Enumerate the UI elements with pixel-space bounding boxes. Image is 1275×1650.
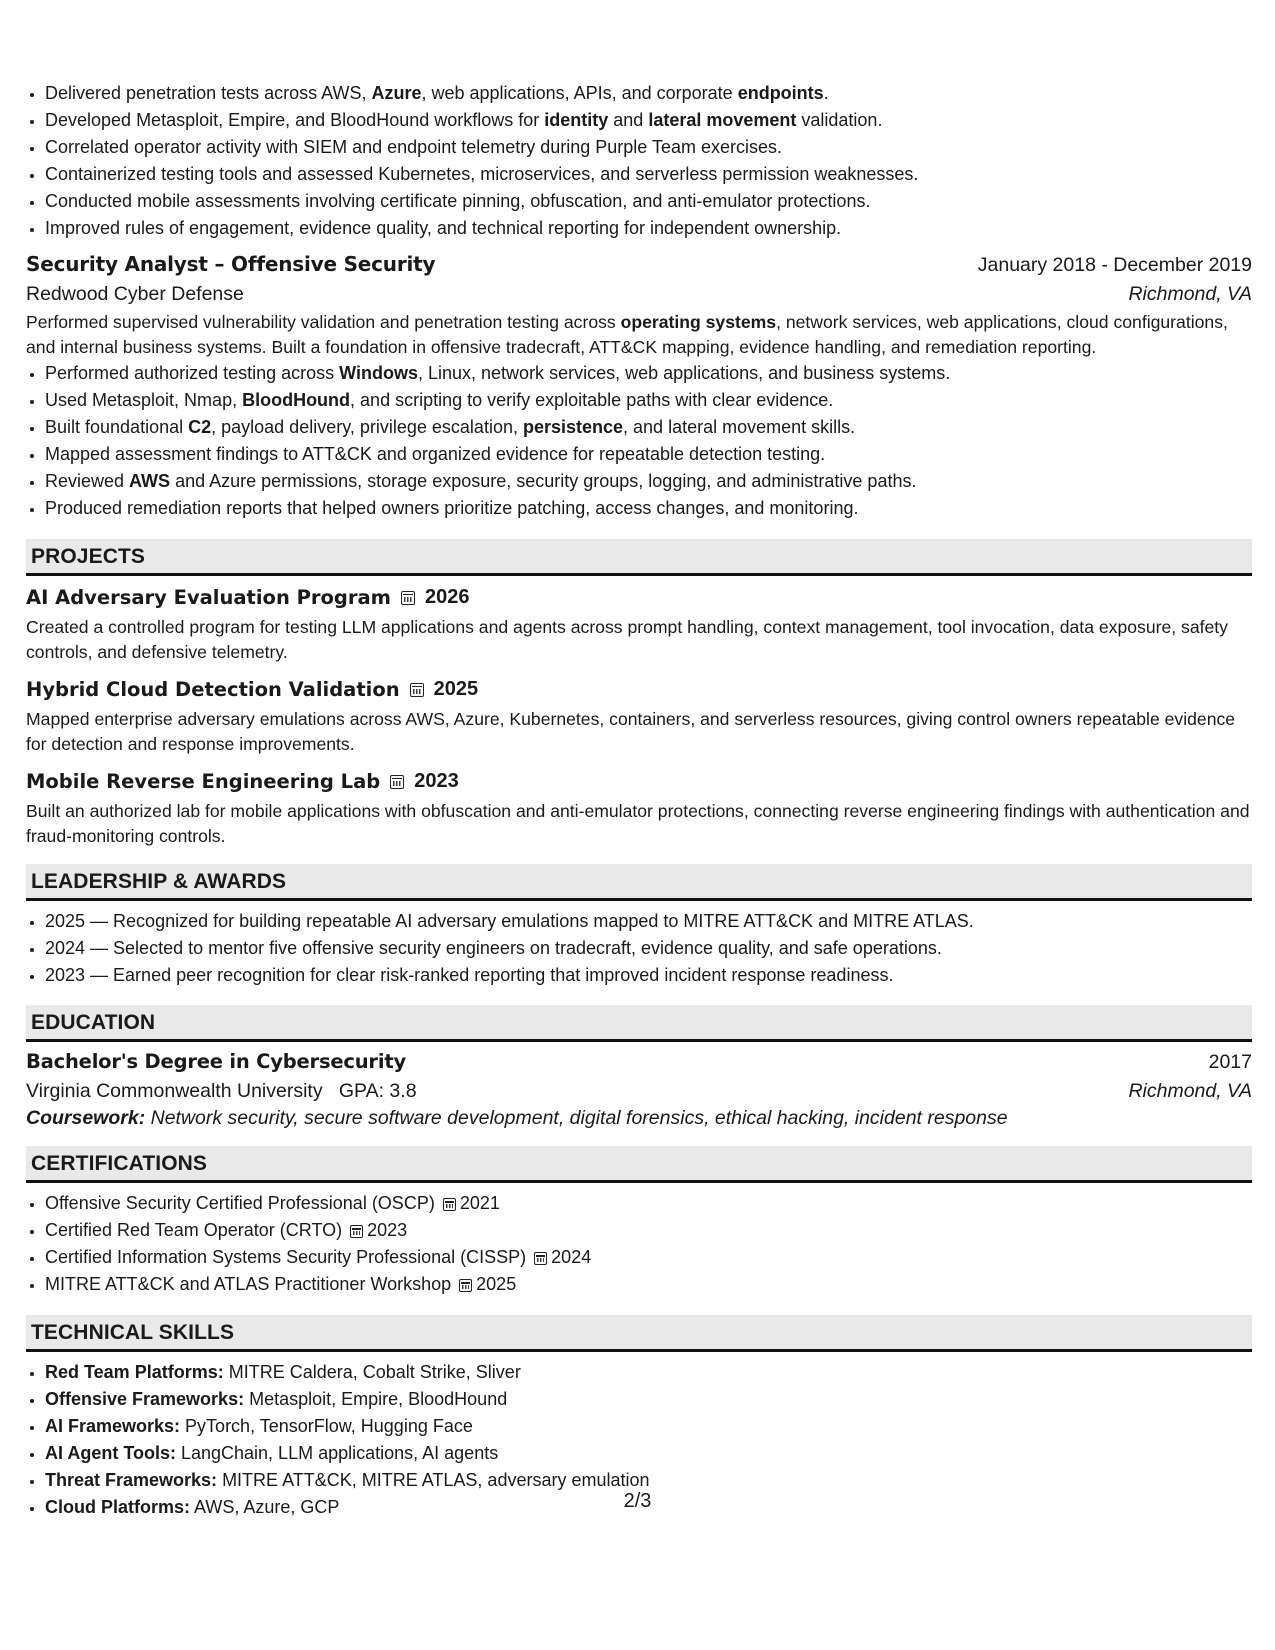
coursework-label: Coursework: [26,1107,146,1129]
certification-item [45,1244,1252,1271]
project-title [26,586,1252,609]
bold-text: identity [544,110,609,130]
certification-name: Certified Information Systems Security Professional (CISSP) [45,1247,527,1267]
bold-text: AWS [129,471,171,491]
project-name: Hybrid Cloud Detection Validation [26,678,400,701]
list-item [45,80,1252,107]
project-entry [26,770,1252,848]
skill-label: Threat Frameworks: [45,1470,218,1490]
skill-value: MITRE ATT&CK, MITRE ATLAS, adversary emulation [217,1470,650,1490]
skill-value: Metasploit, Empire, BloodHound [244,1389,508,1409]
degree: Bachelor's Degree in Cybersecurity [26,1050,406,1073]
skills-heading: TECHNICAL SKILLS [26,1315,1252,1352]
job-summary [26,310,1252,359]
text: , payload delivery, privilege escalation, [211,417,523,437]
list-item [45,215,1252,242]
school-name: Virginia Commonwealth University [26,1080,323,1102]
list-item [45,414,1252,441]
text: Performed authorized testing across [45,363,340,383]
text: Containerized testing tools and assessed Kubernetes, microservices, and serverless permission weaknesses. [45,164,919,184]
text: Mapped assessment findings to ATT&CK and organized evidence for repeatable detection testing. [45,444,826,464]
calendar-icon [459,1279,472,1292]
graduation-year: 2017 [1208,1051,1252,1073]
education-entry [26,1050,1252,1130]
certification-name: MITRE ATT&CK and ATLAS Practitioner Workshop [45,1274,452,1294]
calendar-icon [401,591,415,605]
text: Produced remediation reports that helped owners prioritize patching, access changes, and monitoring. [45,498,859,518]
calendar-icon [534,1252,547,1265]
list-item: • 2024 — Selected to mentor five offensive security engineers on tradecraft, evidence quality, and safe operations. [45,935,1252,962]
company-name: Redwood Cyber Defense [26,283,244,305]
text: Reviewed [45,471,130,491]
skill-value: MITRE Caldera, Cobalt Strike, Sliver [223,1362,521,1382]
calendar-icon [390,775,404,789]
text: validation. [796,110,883,130]
project-entry [26,678,1252,756]
project-description: Built an authorized lab for mobile applications with obfuscation and anti-emulator protections, connecting reverse engineering findings with authentication and fraud-monitoring controls. [26,801,1250,846]
skill-label: AI Agent Tools: [45,1443,176,1463]
text: and [608,110,649,130]
coursework-list: Network security, secure software development, digital forensics, ethical hacking, incident response [145,1107,1008,1129]
text: . [823,83,829,103]
skill-label: Offensive Frameworks: [45,1389,245,1409]
calendar-icon [443,1198,456,1211]
bold-text: C2 [188,417,212,437]
project-title [26,770,1252,793]
project-description: Created a controlled program for testing LLM applications and agents across prompt handling, context management, tool invocation, data exposure, safety controls, and defensive telemetry. [26,617,1228,662]
job-title: Security Analyst – Offensive Security [26,252,436,276]
job-bullets [26,360,1252,522]
job-location: Richmond, VA [1128,283,1252,305]
project-name: AI Adversary Evaluation Program [26,586,391,609]
certification-item [45,1217,1252,1244]
leadership-heading: LEADERSHIP & AWARDS [26,864,1252,901]
text: , network services, web applications, cloud configurations, and internal business systems. Built a foundation in offensive tradecraft, ATT&CK mapping, evidence handling, and remediation reporting. [26,312,1228,357]
text: Delivered penetration tests across AWS, [45,83,372,103]
certification-year: 2023 [367,1220,408,1240]
list-item [45,387,1252,414]
projects-heading: PROJECTS [26,539,1252,576]
gpa: GPA: 3.8 [338,1080,417,1102]
bold-text: Windows [339,363,418,383]
text: , and lateral movement skills. [623,417,856,437]
skill-item [45,1359,1252,1386]
certification-year: 2025 [476,1274,517,1294]
project-year: 2025 [433,678,479,700]
list-item [45,495,1252,522]
previous-job-bullets [26,80,1252,242]
text: Used Metasploit, Nmap, [45,390,243,410]
text: Correlated operator activity with SIEM and endpoint telemetry during Purple Team exercises. [45,137,783,157]
certification-item [45,1190,1252,1217]
list-item [45,188,1252,215]
project-year: 2026 [424,586,470,608]
list-item [45,134,1252,161]
certifications-heading: CERTIFICATIONS [26,1146,1252,1183]
certification-year: 2024 [551,1247,592,1267]
list-item [45,468,1252,495]
job-dates: January 2018 - December 2019 [977,254,1252,276]
certification-year: 2021 [459,1193,500,1213]
text: and Azure permissions, storage exposure, security groups, logging, and administrative paths. [170,471,917,491]
text: Built foundational [45,417,189,437]
text: Performed supervised vulnerability validation and penetration testing across [26,312,621,332]
list-item [45,441,1252,468]
calendar-icon [350,1225,363,1238]
certifications-list [26,1190,1252,1298]
list-item [45,360,1252,387]
list-item: • 2023 — Earned peer recognition for clear risk-ranked reporting that improved incident response readiness. [45,962,1252,989]
bold-text: operating systems [620,312,777,332]
project-year: 2023 [414,770,459,792]
text: , and scripting to verify exploitable paths with clear evidence. [350,390,834,410]
certification-name: Certified Red Team Operator (CRTO) [45,1220,343,1240]
text: Conducted mobile assessments involving certificate pinning, obfuscation, and anti-emulator protections. [45,191,871,211]
page-number: 2/3 [623,1490,652,1512]
certification-item [45,1271,1252,1298]
projects-list [26,586,1252,848]
list-item: • 2025 — Recognized for building repeatable AI adversary emulations mapped to MITRE ATT&CK and MITRE ATLAS. [45,908,1252,935]
project-title [26,678,1252,701]
text: Developed Metasploit, Empire, and BloodHound workflows for [45,110,545,130]
text: , web applications, APIs, and corporate [421,83,738,103]
education-heading: EDUCATION [26,1005,1252,1042]
bold-text: Azure [371,83,422,103]
coursework [26,1107,1252,1130]
list-item [45,161,1252,188]
school-location: Richmond, VA [1128,1080,1252,1102]
bold-text: lateral movement [648,110,797,130]
skill-item [45,1386,1252,1413]
certification-name: Offensive Security Certified Professional (OSCP) [45,1193,435,1213]
skill-label: Cloud Platforms: [45,1497,191,1517]
text: , Linux, network services, web applications, and business systems. [418,363,951,383]
bold-text: persistence [522,417,624,437]
job-entry [26,252,1252,522]
bold-text: endpoints [737,83,824,103]
resume-page [26,80,1252,1521]
skill-value: PyTorch, TensorFlow, Hugging Face [180,1416,473,1436]
calendar-icon [410,683,424,697]
list-item [45,107,1252,134]
skill-label: AI Frameworks: [45,1416,181,1436]
skill-value: LangChain, LLM applications, AI agents [175,1443,499,1463]
skill-item [45,1413,1252,1440]
project-name: Mobile Reverse Engineering Lab [26,770,381,793]
project-entry [26,586,1252,664]
bold-text: BloodHound [242,390,351,410]
skill-item [45,1440,1252,1467]
text: Improved rules of engagement, evidence quality, and technical reporting for independent ownership. [45,218,842,238]
skill-value: AWS, Azure, GCP [190,1497,340,1517]
leadership-list [26,908,1252,989]
project-description: Mapped enterprise adversary emulations across AWS, Azure, Kubernetes, containers, and serverless resources, giving control owners repeatable evidence for detection and response improvements. [26,709,1236,754]
skill-label: Red Team Platforms: [45,1362,224,1382]
